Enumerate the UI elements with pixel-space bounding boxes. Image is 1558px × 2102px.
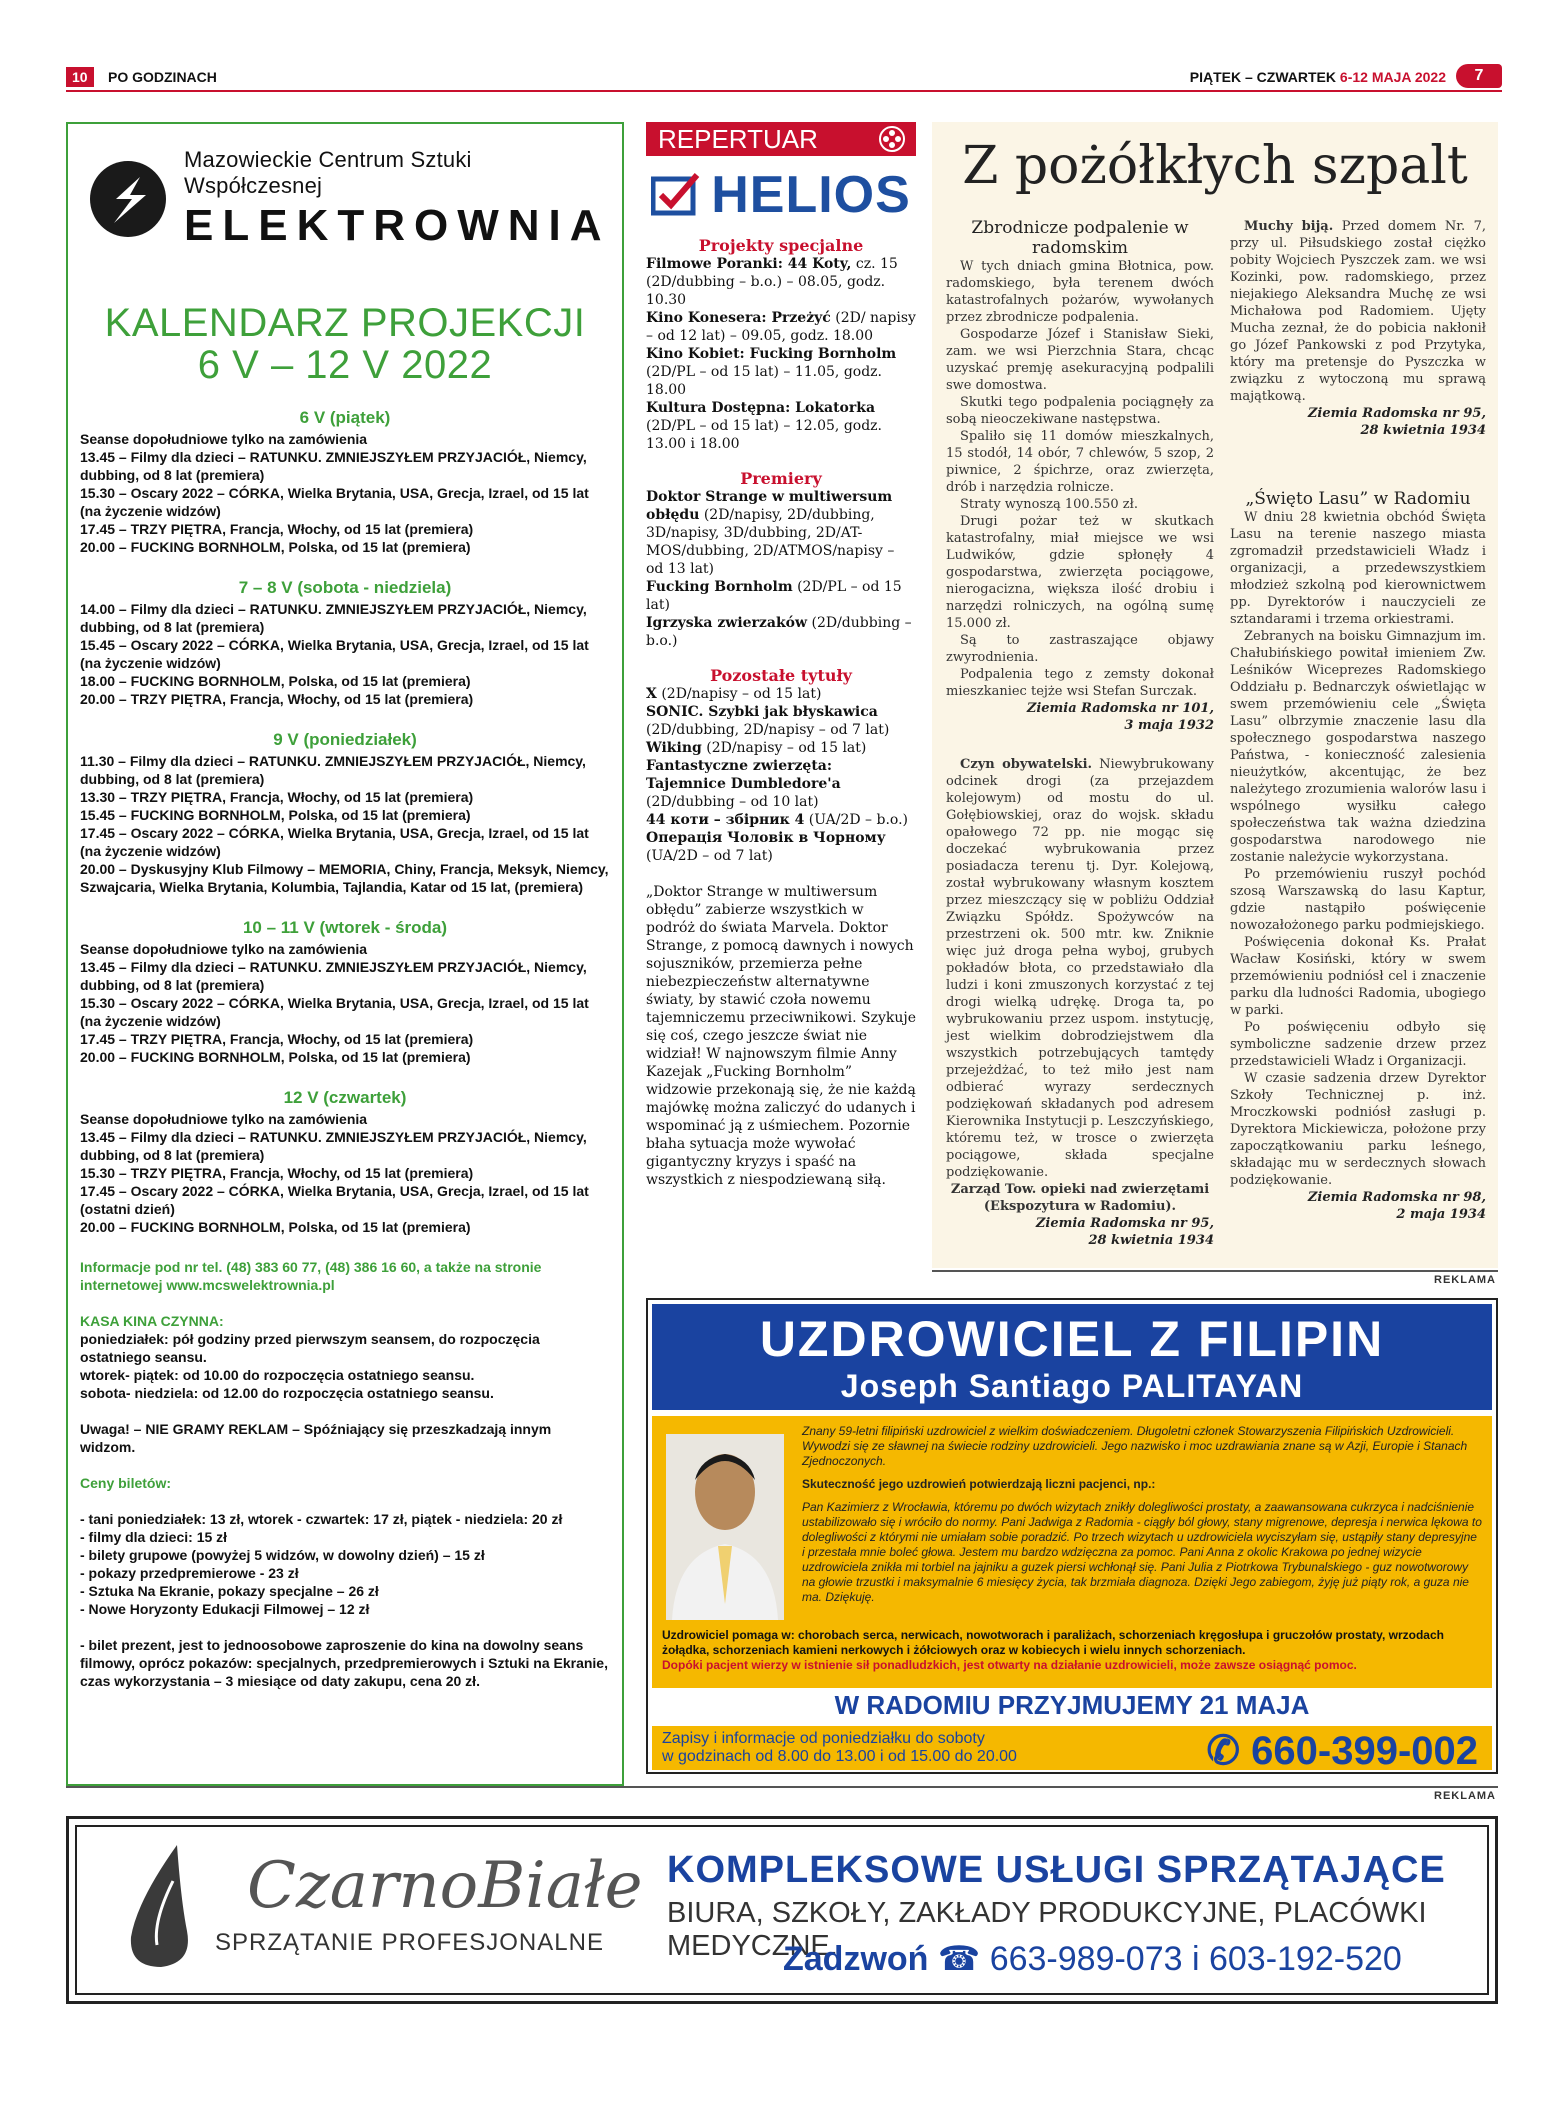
film-title: Fantastyczne zwierzęta: Tajemnice Dumbledore'a bbox=[646, 758, 841, 792]
film-title: Kino Konesera: Przeżyć bbox=[646, 310, 831, 326]
day-title: 9 V (poniedziałek) bbox=[273, 730, 417, 749]
screening-line: Seanse dopołudniowe tylko na zamówienia bbox=[80, 941, 368, 957]
kasa-line: poniedziałek: pół godziny przed pierwszym seansem, do rozpoczęcia ostatniego seansu. bbox=[80, 1331, 540, 1365]
screening-line: 20.00 – FUCKING BORNHOLM, Polska, od 15 lat (premiera) bbox=[80, 1049, 471, 1065]
article1-title: Zbrodnicze podpalenie w radomskim bbox=[971, 218, 1189, 258]
helios-column bbox=[646, 122, 916, 1189]
other-item: 44 коти – збірник 4 (UA/2D – b.o.) bbox=[646, 812, 909, 828]
poz-title: Pozostałe tytuły bbox=[710, 666, 852, 685]
film-title: Filmowe Poranki: 44 Koty, bbox=[646, 256, 852, 272]
ad-hours: Zapisy i informacje od poniedziałku do soboty w godzinach od 8.00 do 13.00 i od 15.00 do 20.00 bbox=[662, 1730, 1017, 1765]
article2-text: Czyn obywatelski. Niewybrukowany odcinek drogi (za przejazdem kolejowym) od mostu do ul. Gołębiowskiej, oraz do wojsk. składu opałowego 72 pp. nie mogąc się doczekać wybrukowania przez posiadacza terenu tj. Dyr. Kolejową, został wybrukowany własnym kosztem przez mieszczący się w pobliżu Oddział Związku Spółdz. Spożywców na przestrzeni ok. 500 mtr. kw. Zniknie więc już droga pełna wyboj, grubych pokładów błota, co przedstawiało dla ludzi i koni zmuszonych korzystać z tej drogi wielką udrękę. Droga ta, po wybrukowaniu przez uspom. instytucję, jest wielkim dobrodziejstwem dla wszystkich potrzebujących tamtędy przejeżdżać, to też miło jest nam odbierać wyrazy serdecznych podziękowań składanych pod adresem Kierownika Instytucji p. Leszczyńskiego, któremu też, w trosce o zwierzęta pociągowe, składa specjalne podziękowanie. bbox=[946, 757, 1214, 1180]
page-header bbox=[66, 64, 1502, 92]
film-title: Wiking bbox=[646, 740, 702, 756]
screening-line: 13.30 – TRZY PIĘTRA, Francja, Włochy, od 15 lat (premiera) bbox=[80, 789, 474, 805]
film-title: Doktor Strange w multiwersum obłędu bbox=[646, 489, 893, 523]
czarnobiale-list: BIURA, SZKOŁY, ZAKŁADY PRODUKCYJNE, PLACÓWKI MEDYCZNE. bbox=[667, 1897, 1427, 1962]
separator-2 bbox=[66, 1786, 1498, 1788]
special-item: Filmowe Poranki: 44 Koty, cz. 15 (2D/dubbing – b.o.) – 08.05, godz. 10.30 bbox=[646, 256, 898, 308]
kasa-line: wtorek- piątek: od 10.00 do rozpoczęcia ostatniego seansu. bbox=[80, 1367, 475, 1383]
elektrownia-icon bbox=[88, 159, 168, 239]
article2-sign: Zarząd Tow. opieki nad zwierzętami (Ekspozytura w Radomiu). bbox=[950, 1182, 1210, 1214]
history-col-right bbox=[1230, 218, 1486, 1223]
helios-logo: HELIOS bbox=[646, 164, 916, 226]
article1-source: Ziemia Radomska nr 101, 3 maja 1932 bbox=[1026, 701, 1214, 733]
czarnobiale-head: KOMPLEKSOWE USŁUGI SPRZĄTAJĄCE bbox=[667, 1849, 1446, 1891]
other-item: Fantastyczne zwierzęta: Tajemnice Dumbledore'a (2D/dubbing – od 10 lat) bbox=[646, 758, 841, 810]
paragraph: Podpalenia tego z zemsty dokonał mieszkaniec tejże wsi Stefan Surczak. bbox=[946, 667, 1214, 699]
page-number: 10 bbox=[66, 67, 94, 87]
healer-photo bbox=[666, 1434, 784, 1620]
film-reel-icon bbox=[878, 125, 906, 153]
org-name: Mazowieckie Centrum Sztuki Współczesnej bbox=[184, 147, 472, 198]
ad-czarnobiale bbox=[66, 1816, 1498, 2004]
history-col-left bbox=[946, 218, 1214, 1249]
issue-date: PIĄTEK – CZWARTEK 6-12 MAJA 2022 bbox=[1189, 69, 1446, 85]
ad-yellow-block bbox=[652, 1416, 1492, 1688]
screening-line: 15.30 – Oscary 2022 – CÓRKA, Wielka Brytania, USA, Grecja, Izrael, od 15 lat (na życzenie widzów) bbox=[80, 485, 589, 519]
screening-line: 18.00 – FUCKING BORNHOLM, Polska, od 15 lat (premiera) bbox=[80, 673, 471, 689]
ad-description: Znany 59-letni filipiński uzdrowiciel z wielkim doświadczeniem. Długoletni członek Stowarzyszenia Filipińskich Uzdrowicieli. Wywodzi się ze sławnej na świecie rodziny uzdrowicieli. Jego nazwisko i moc uzdrawiania znane są w Azji, Europie i Stanach Zjednoczonych. Skuteczność jego uzdrowień potwierdzają liczni pacjenci, np.: Pan Kazimierz z Wrocławia, któremu po dwóch wizytach znikły dolegliwości prostaty, a zaawansowana cukrzyca i nadciśnienie ustabilizowało się i wróciło do normy. Pani Jadwiga z Radomia - ciągły ból głowy, stany migrenowe, depresja i nerwica lękowa to dolegliwości z którymi nie umiałam sobie poradzić. Po trzech wizytach u uzdrowiciela wyciszyłam się, ustąpiły stany depresyjne i przestała mnie boleć głowa. Jestem mu bardzo wdzięczna za pomoc. Pani Anna z okolic Krakowa po jednej wizycie uzdrowiciela znikła mi torbiel na jajniku a guzek piersi wchłonął się. Pani Julia z Piotrkowa Trybunalskiego - guz nowotworowy na głowie trzustki i maksymalnie 6 miesięcy życia, tak brzmiała diagnoza. Dzięki Jego zabiegom, żyję już piąty rok, a guza nie ma. Dziękuję. bbox=[802, 1424, 1482, 1604]
day-title: 10 – 11 V (wtorek - środa) bbox=[242, 918, 448, 937]
price-line: - bilety grupowe (powyżej 5 widzów, w dowolny dzień) – 15 zł bbox=[80, 1547, 485, 1563]
price-line: - pokazy przedpremierowe - 23 zł bbox=[80, 1565, 299, 1581]
special-item: Kultura Dostępna: Lokatorka (2D/PL – od 15 lat) – 12.05, godz. 13.00 i 18.00 bbox=[646, 400, 883, 452]
premiere-item: Igrzyska zwierzaków (2D/dubbing – b.o.) bbox=[646, 615, 912, 649]
screening-line: 15.45 – FUCKING BORNHOLM, Polska, od 15 lat (premiera) bbox=[80, 807, 471, 823]
elektrownia-box bbox=[66, 122, 624, 1786]
price-line: - Sztuka Na Ekranie, pokazy specjalne – 26 zł bbox=[80, 1583, 379, 1599]
paragraph: Zebranych na boisku Gimnazjum im. Chałubińskiego powitał imieniem Zw. Leśników Wiceprezes Radomskiego Oddziału p. Bednarczyk oświetlając w swem przemówieniu cele „Święta Lasu” olbrzymie znaczenie lasu dla społecznego gospodarstwa naszego Państwa, - konieczność zalesienia nieużytków, akcentując, że bez należytego zrozumienia walorów lasu i wspólnego wysiłku całego społeczeństwa tak ważna dziedzina gospodarstwa narodowego nie zostanie należycie wykorzystana. bbox=[1230, 629, 1486, 865]
screening-line: 11.30 – Filmy dla dzieci – RATUNKU. ZMNIEJSZYŁEM PRZYJACIÓŁ, Niemcy, dubbing, od 8 lat (premiera) bbox=[80, 753, 586, 787]
calendar-title: KALENDARZ PROJEKCJI 6 V – 12 V 2022 bbox=[104, 301, 586, 387]
schedule-day bbox=[80, 578, 610, 708]
screening-line: 14.00 – Filmy dla dzieci – RATUNKU. ZMNIEJSZYŁEM PRZYJACIÓŁ, Niemcy, dubbing, od 8 lat (premiera) bbox=[80, 601, 587, 635]
screening-line: 17.45 – TRZY PIĘTRA, Francja, Włochy, od 15 lat (premiera) bbox=[80, 1031, 474, 1047]
ad-phone: ✆ 660-399-002 bbox=[1206, 1729, 1478, 1773]
paragraph: W tych dniach gmina Błotnica, pow. radomskiego, była terenem dwóch katastrofalnych pożarów, wywołanych przez zbrodnicze podpalenia. bbox=[946, 259, 1214, 325]
spec-list bbox=[646, 255, 916, 453]
paragraph: Są to zastraszające objawy zwyrodnienia. bbox=[946, 633, 1214, 665]
poz-list bbox=[646, 685, 916, 865]
other-item: Wiking (2D/napisy – od 15 lat) bbox=[646, 740, 867, 756]
paragraph: Po poświęceniu odbyło się symboliczne sadzenie drzew przez przedstawicieli Władz i Organizacji. bbox=[1230, 1020, 1486, 1069]
kasa-line: sobota- niedziela: od 12.00 do rozpoczęcia ostatniego seansu. bbox=[80, 1385, 494, 1401]
screening-line: 13.45 – Filmy dla dzieci – RATUNKU. ZMNIEJSZYŁEM PRZYJACIÓŁ, Niemcy, dubbing, od 8 lat (premiera) bbox=[80, 959, 587, 993]
ad-radom-date: W RADOMIU PRZYJMUJEMY 21 MAJA bbox=[834, 1690, 1310, 1720]
bilet-prezent: - bilet prezent, jest to jednoosobowe zaproszenie do kina na dowolny seans filmowy, oprócz pokazów: specjalnych, przedpremierowych i Sztuki na Ekranie, czas wykorzystania – 3 miesiące od daty zakupu, cena 20 zł. bbox=[80, 1637, 608, 1689]
phone-icon: ☎ bbox=[937, 1940, 981, 1978]
screening-line: Seanse dopołudniowe tylko na zamówienia bbox=[80, 431, 368, 447]
screening-line: 13.45 – Filmy dla dzieci – RATUNKU. ZMNIEJSZYŁEM PRZYJACIÓŁ, Niemcy, dubbing, od 8 lat (premiera) bbox=[80, 1129, 587, 1163]
screening-line: 17.45 – Oscary 2022 – CÓRKA, Wielka Brytania, USA, Grecja, Izrael, od 15 lat (na życzenie widzów) bbox=[80, 825, 589, 859]
other-item: X (2D/napisy – od 15 lat) bbox=[646, 686, 822, 702]
screening-line: 17.45 – TRZY PIĘTRA, Francja, Włochy, od 15 lat (premiera) bbox=[80, 521, 474, 537]
schedule-day bbox=[80, 1088, 610, 1236]
special-item: Kino Kobiet: Fucking Bornholm (2D/PL – od 15 lat) – 11.05, godz. 18.00 bbox=[646, 346, 897, 398]
film-title: Kultura Dostępna: Lokatorka bbox=[646, 400, 876, 416]
org-word: ELEKTROWNIA bbox=[184, 201, 611, 250]
history-title: Z pożółkłych szpalt bbox=[962, 136, 1468, 196]
paragraph: Drugi pożar też w skutkach katastrofalny, miał miejsce we wsi Ludwików, gdzie spłonęły 4 gospodarstwa, zwierzęta pociągowe, nierogacizna, większa ilość drobiu i narzędzi rolniczych, na ogólną sumę 15.000 zł. bbox=[946, 514, 1214, 631]
separator bbox=[932, 1270, 1498, 1272]
paragraph: W czasie sadzenia drzew Dyrektor Szkoły Technicznej p. inż. Mroczkowski podniósł zasługi p. Dyrektora Mickiewicza, położone przy zapoczątkowaniu parku leśnego, składając mu w serdecznych słowach podziękowanie. bbox=[1230, 1071, 1486, 1188]
screening-line: 15.30 – Oscary 2022 – CÓRKA, Wielka Brytania, USA, Grecja, Izrael, od 15 lat (na życzenie widzów) bbox=[80, 995, 589, 1029]
day-title: 12 V (czwartek) bbox=[283, 1088, 407, 1107]
prem-title: Premiery bbox=[740, 469, 822, 488]
elektrownia-logo bbox=[88, 134, 610, 264]
screening-line: 20.00 – Dyskusyjny Klub Filmowy – MEMORIA, Chiny, Francja, Meksyk, Niemcy, Szwajcaria, Wielka Brytania, Kolumbia, Tajlandia, Katar od 15 lat, (premiera) bbox=[80, 861, 609, 895]
paragraph: Poświęcenia dokonał Ks. Prałat Wacław Kosiński, który w swem przemówieniu podniósł cel i znaczenie parku dla ludności Radomia, ubogiego w parki. bbox=[1230, 935, 1486, 1018]
day-title: 7 – 8 V (sobota - niedziela) bbox=[238, 578, 452, 597]
kasa-title: KASA KINA CZYNNA: bbox=[80, 1313, 224, 1329]
schedule-day bbox=[80, 918, 610, 1066]
ad-title: UZDROWICIEL Z FILIPIN bbox=[759, 1311, 1385, 1367]
screening-line: 20.00 – TRZY PIĘTRA, Francja, Włochy, od 15 lat (premiera) bbox=[80, 691, 474, 707]
paragraph: W dniu 28 kwietnia obchód Święta Lasu na terenie naszego miasta zgromadził przedstawicieli Władz i organizacji, a przedewszystkiem młodzież szkolną pod kierownictwem pp. Dyrektorów i nauczycieli ze sztandarami i trzema orkiestrami. bbox=[1230, 510, 1486, 627]
film-title: SONIC. Szybki jak błyskawica bbox=[646, 704, 878, 720]
article3-text: Muchy biją. Przed domem Nr. 7, przy ul. Piłsudskiego został ciężko pobity Wojciech Pyszczek zam. we wsi Kozinki, pow. radomskiego, przez niejakiego Aleksandra Muchę ze wsi Michałowa pod Radomiem. Ujęty Mucha zeznał, że do pobicia nakłonił go Józef Pankowski z pod Przytyka, który ma pretensje do Pyszczka w związku z wytoczoną mu sprawą majątkową. bbox=[1230, 219, 1486, 404]
paragraph: Spaliło się 11 domów mieszkalnych, 15 stodół, 14 obór, 7 chlewów, 5 szop, 2 piwnice, 2 śpichrze, oraz zwierzęta, drób i narzędzia rolnicze. bbox=[946, 429, 1214, 495]
screening-line: 20.00 – FUCKING BORNHOLM, Polska, od 15 lat (premiera) bbox=[80, 1219, 471, 1235]
article4-source: Ziemia Radomska nr 98, 2 maja 1934 bbox=[1307, 1190, 1486, 1222]
paragraph: Gospodarze Józef i Stanisław Sieki, zam. we wsi Pierzchnia Stara, chcąc uzyskać premję asekuracyjną podpalili swe domostwa. bbox=[946, 327, 1214, 393]
ad-contact bbox=[652, 1726, 1492, 1773]
screening-line: Seanse dopołudniowe tylko na zamówienia bbox=[80, 1111, 368, 1127]
czarnobiale-phones: Zadzwoń ☎ 663-989-073 i 603-192-520 bbox=[783, 1940, 1402, 1978]
article1-text bbox=[946, 258, 1214, 700]
article2-source: Ziemia Radomska nr 95, 28 kwietnia 1934 bbox=[1035, 1216, 1214, 1248]
film-title: Операція Чоловік в Чорному bbox=[646, 830, 886, 846]
film-title: Kino Kobiet: Fucking Bornholm bbox=[646, 346, 897, 362]
reklama-label-2: REKLAMA bbox=[1434, 1790, 1496, 1802]
film-title: X bbox=[646, 686, 657, 702]
paragraph: Straty wynoszą 100.550 zł. bbox=[960, 497, 1138, 512]
article3-source: Ziemia Radomska nr 95, 28 kwietnia 1934 bbox=[1307, 406, 1486, 438]
screening-line: 17.45 – Oscary 2022 – CÓRKA, Wielka Brytania, USA, Grecja, Izrael, od 15 lat (ostatni dzień) bbox=[80, 1183, 589, 1217]
history-box bbox=[932, 122, 1498, 1268]
screening-line: 15.45 – Oscary 2022 – CÓRKA, Wielka Brytania, USA, Grecja, Izrael, od 15 lat (na życzenie widzów) bbox=[80, 637, 589, 671]
czarnobiale-brand: CzarnoBiałe bbox=[247, 1849, 643, 1923]
reklama-label: REKLAMA bbox=[1434, 1274, 1496, 1286]
article4-text bbox=[1230, 509, 1486, 1189]
paragraph: Skutki tego podpalenia pociągnęły za sobą nieoczekiwane następstwa. bbox=[946, 395, 1214, 427]
schedule-day bbox=[80, 730, 610, 896]
premiere-item: Fucking Bornholm (2D/PL – od 15 lat) bbox=[646, 579, 902, 613]
drop-icon bbox=[117, 1841, 207, 1971]
price-line: - tani poniedziałek: 13 zł, wtorek - czwartek: 17 zł, piątek - niedziela: 20 zł bbox=[80, 1511, 563, 1527]
price-line: - filmy dla dzieci: 15 zł bbox=[80, 1529, 228, 1545]
ad-title-block bbox=[652, 1304, 1492, 1410]
other-item: Операція Чоловік в Чорному (UA/2D – od 7 lat) bbox=[646, 830, 886, 864]
day-title: 6 V (piątek) bbox=[299, 408, 391, 427]
ceny-list bbox=[80, 1510, 610, 1618]
other-item: SONIC. Szybki jak błyskawica (2D/dubbing, 2D/napisy – od 7 lat) bbox=[646, 704, 890, 738]
film-title: Igrzyska zwierzaków bbox=[646, 615, 808, 631]
repertuar-bar: REPERTUAR bbox=[646, 122, 916, 156]
film-title: 44 коти – збірник 4 bbox=[646, 812, 805, 828]
uwaga-note: Uwaga! – NIE GRAMY REKLAM – Spóźniający się przeszkadzają innym widzom. bbox=[80, 1421, 552, 1455]
schedule-day bbox=[80, 408, 610, 556]
price-line: - Nowe Horyzonty Edukacji Filmowej – 12 zł bbox=[80, 1601, 370, 1617]
ad-uzdrowiciel bbox=[646, 1298, 1498, 1774]
screening-line: 13.45 – Filmy dla dzieci – RATUNKU. ZMNIEJSZYŁEM PRZYJACIÓŁ, Niemcy, dubbing, od 8 lat (premiera) bbox=[80, 449, 587, 483]
kasa-hours bbox=[80, 1330, 610, 1402]
helios-check-icon bbox=[651, 173, 701, 217]
film-title: Fucking Bornholm bbox=[646, 579, 793, 595]
person-icon bbox=[666, 1434, 784, 1620]
screening-line: 15.30 – TRZY PIĘTRA, Francja, Włochy, od 15 lat (premiera) bbox=[80, 1165, 474, 1181]
schedule bbox=[80, 408, 610, 1236]
article4-title: „Święto Lasu” w Radomiu bbox=[1245, 489, 1471, 509]
phone-icon: ✆ bbox=[1206, 1729, 1241, 1773]
film-description: „Doktor Strange w multiwersum obłędu” zabierze wszystkich w podróż do świata Marvela. Doktor Strange, z pomocą dawnych i nowych sojuszników, przemierza pełne niebezpieczeństw alternatywne światy, by stawić czoła nowemu tajemniczemu przeciwnikowi. Szykuje się coś, czego jeszcze świat nie widział! W najnowszym filmie Anny Kazejak „Fucking Bornholm” widzowie przekonają się, że nie każdą majówkę można zaliczyć do udanych i wspominać ją z uśmiechem. Pozornie błaha sytuacja może wywołać gigantyczny kryzys i spaść na wszystkich z niespodziewaną siłą. bbox=[646, 884, 916, 1188]
ad-pomaga: Uzdrowiciel pomaga w: chorobach serca, nerwicach, nowotworach i paraliżach, schorzeniach kręgosłupa i gruczołów prostaty, wrzodach żołądka, schorzeniach kamieni nerkowych i żółciowych oraz w kobiecych i wielu innych schorzeniach. Dopóki pacjent wierzy w istnienie sił ponadludzkich, jest otwarty na działanie uzdrowicieli, może zawsze osiągnąć pomoc. bbox=[662, 1628, 1444, 1672]
ceny-title: Ceny biletów: bbox=[80, 1475, 172, 1491]
premiere-item: Doktor Strange w multiwersum obłędu (2D/napisy, 2D/dubbing, 3D/napisy, 3D/dubbing, 2D/AT-MOS/dubbing, 2D/ATMOS/napisy – od 13 lat) bbox=[646, 489, 895, 577]
prem-list bbox=[646, 488, 916, 650]
ad-name: Joseph Santiago PALITAYAN bbox=[840, 1368, 1304, 1404]
czarnobiale-sub: SPRZĄTANIE PROFESJONALNE bbox=[215, 1929, 604, 1956]
paragraph: Po przemówieniu ruszył pochód szosą Warszawską do lasu Kaptur, gdzie nastąpiło poświęcenie nowozałożonego parku podmiejskiego. bbox=[1230, 867, 1486, 933]
info-phone: Informacje pod nr tel. (48) 383 60 77, (48) 386 16 60, a także na stronie internetowej www.mcswelektrownia.pl bbox=[80, 1259, 542, 1293]
spec-title: Projekty specjalne bbox=[698, 236, 864, 255]
paper-logo: 7 bbox=[1456, 64, 1502, 88]
special-item: Kino Konesera: Przeżyć (2D/ napisy – od 12 lat) – 09.05, godz. 18.00 bbox=[646, 310, 916, 344]
screening-line: 20.00 – FUCKING BORNHOLM, Polska, od 15 lat (premiera) bbox=[80, 539, 471, 555]
section-name: PO GODZINACH bbox=[108, 69, 217, 85]
